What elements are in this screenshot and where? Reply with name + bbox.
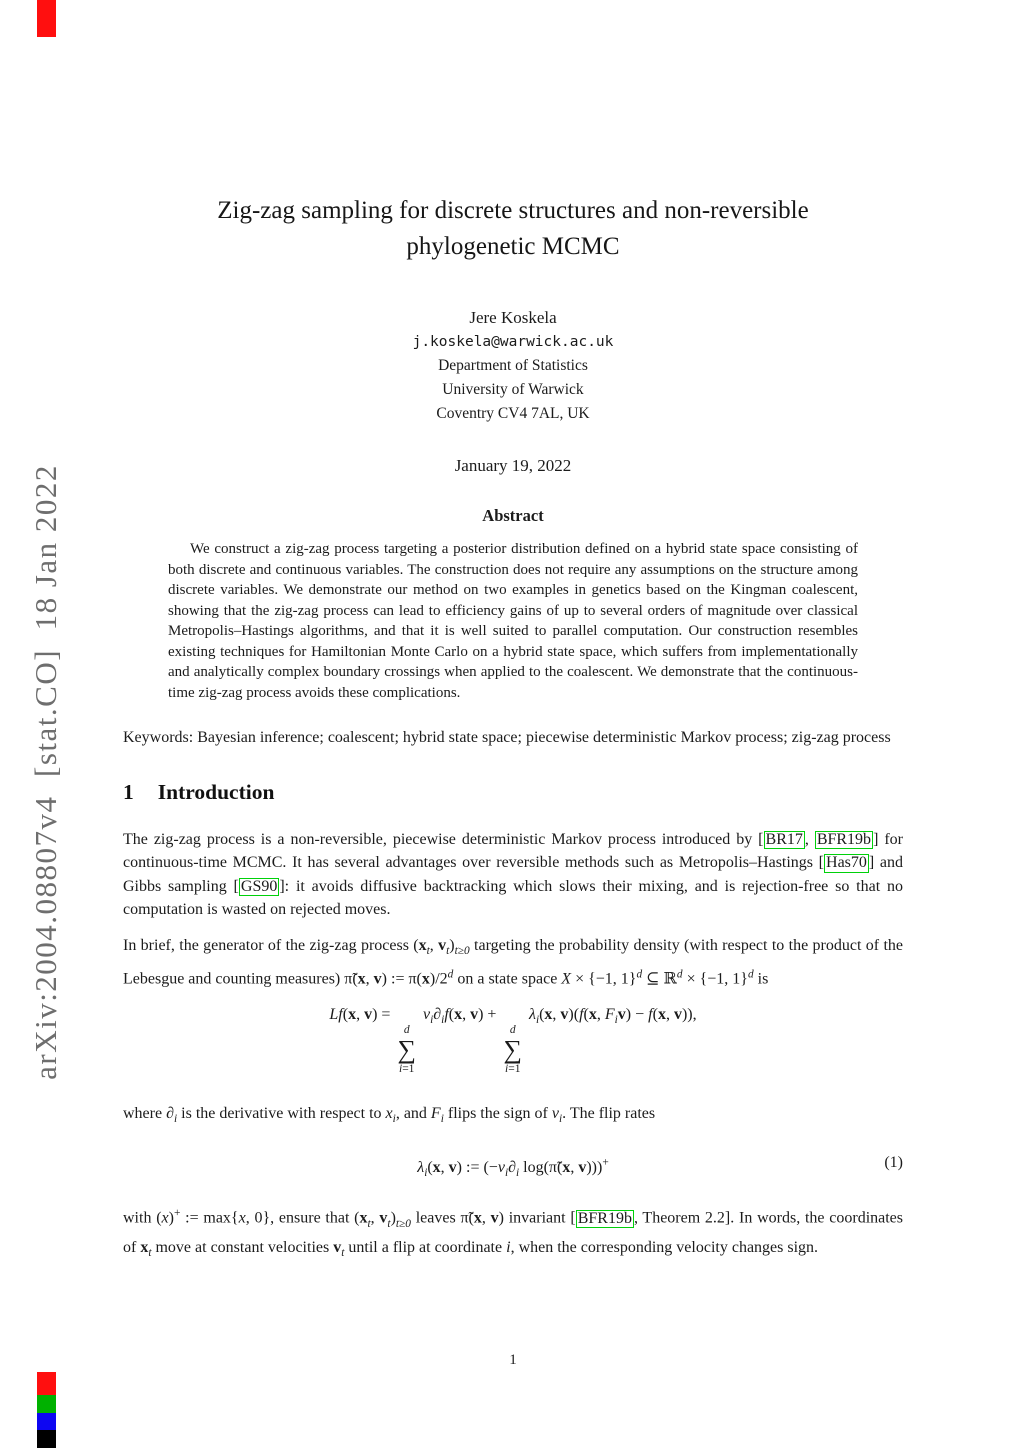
intro-paragraph-1: The zig-zag process is a non-reversible, piecewise deterministic Markov process introduced by [ BR17 , BFR19b ] for continuous-time MCMC. It has several advantages over reversible methods such as Metropolis–Hastings [ Has70 ] and Gibbs sampling [ GS90 ]: it avoids diffusive backtracking which slows their mixing, and is rejection-free so that no computation is wasted on rejected moves. xyxy=(123,830,903,918)
intro-paragraph-3: where $\partial_i$ is the derivative with respect to $x_i$, and $F_i$ flips the sign of $v_i$. The flip rates xyxy=(123,1105,656,1126)
page-number: 1 xyxy=(509,1352,517,1368)
intro-paragraph-2: In brief, the generator of the zig-zag process ($x_t$, $v_t)_{t\ge 0}$ targeting the probability density (with respect to the product of the Lebesgue and counting measures) π̃(x, v) := $\pi(x)/2^d$ on a state space X × {−1, 1}$^d$ ⊆ ℝ$^d$ × {−1, 1}$^d$ is xyxy=(123,936,904,988)
edge-mark-top-red xyxy=(37,0,56,37)
author-address: Coventry CV4 7AL, UK xyxy=(436,405,590,422)
paper-title-line1: Zig-zag sampling for discrete structures and non-reversible xyxy=(217,197,809,224)
edge-mark-bottom-blue xyxy=(37,1413,56,1430)
citation-BR17[interactable]: BR17 xyxy=(765,830,803,848)
author-department: Department of Statistics xyxy=(438,357,588,374)
section-heading-introduction xyxy=(123,778,903,806)
section-number: 1 xyxy=(123,779,134,804)
citation-BFR19b-thm[interactable]: BFR19b xyxy=(577,1209,632,1227)
arxiv-watermark: arXiv:2004.08807v4 [stat.CO] 18 Jan 2022 xyxy=(28,464,63,1080)
paper-date: January 19, 2022 xyxy=(454,456,572,475)
author-email: j.koskela@warwick.ac.uk xyxy=(412,334,614,350)
equation-number: (1) xyxy=(884,1153,903,1171)
paper-title xyxy=(123,193,903,265)
author-name: Jere Koskela xyxy=(469,308,557,327)
abstract-body: We construct a zig-zag process targeting a posterior distribution defined on a hybrid state space consisting of both discrete and continuous variables. The construction does not require any assumptions on the structure among discrete variables. We demonstrate our method on two examples in genetics based on the Kingman coalescent, showing that the zig-zag process can lead to efficiency gains of up to several orders of magnitude over classical Metropolis–Hastings algorithms, and that it is well suited to parallel computation. Our construction resembles existing techniques for Hamiltonian Monte Carlo on a hybrid state space, which suffers from implementationally and analytically complex boundary crossings when applied to the coalescent. We demonstrate that the continuous-time zig-zag process avoids these complications. xyxy=(168,541,858,701)
section-title: Introduction xyxy=(157,779,275,804)
intro-paragraph-4: with (x)+ := max{x, 0}, ensure that ($x_t$, $v_t)_{t\ge 0}$ leaves π̃(x, v) invariant [ BFR19b , Theorem 2.2]. In words, the coordinates of $x_t$ move at constant velocities $v_t$ until a flip at coordinate i, when the corresponding velocity changes sign. xyxy=(123,1207,904,1260)
edge-mark-bottom-red xyxy=(37,1372,56,1395)
flip-rate-equation xyxy=(123,1150,903,1187)
citation-GS90[interactable]: GS90 xyxy=(240,877,278,895)
flip-rate-equation-body: $\lambda_i(x$, v) := ($-v_i\partial_i$ log(π̃(x, v)))+ xyxy=(417,1156,609,1180)
paper-title-line2: phylogenetic MCMC xyxy=(406,233,620,260)
sum-operator: d ∑ i=1 xyxy=(503,1024,522,1076)
edge-mark-bottom-black xyxy=(37,1430,56,1448)
author-university: University of Warwick xyxy=(442,381,584,398)
keywords-line: Keywords: Bayesian inference; coalescent; hybrid state space; piecewise deterministic Markov process; zig-zag process xyxy=(123,729,891,746)
citation-Has70[interactable]: Has70 xyxy=(826,854,867,871)
edge-mark-bottom-green xyxy=(37,1395,56,1413)
generator-equation xyxy=(123,1003,903,1076)
author-block xyxy=(123,305,903,426)
generator-equation-body: Lf(x, v) = d ∑ i=1 $v_i\partial_if(x$, v) + d ∑ i=1 $\lambda_i(x$, v)(f(x, $F_iv) - f(x$, v)), xyxy=(329,1006,697,1076)
abstract-heading: Abstract xyxy=(482,506,544,525)
citation-BFR19b[interactable]: BFR19b xyxy=(816,830,872,848)
paper-page xyxy=(123,0,903,1266)
sum-operator: d ∑ i=1 xyxy=(397,1024,416,1076)
